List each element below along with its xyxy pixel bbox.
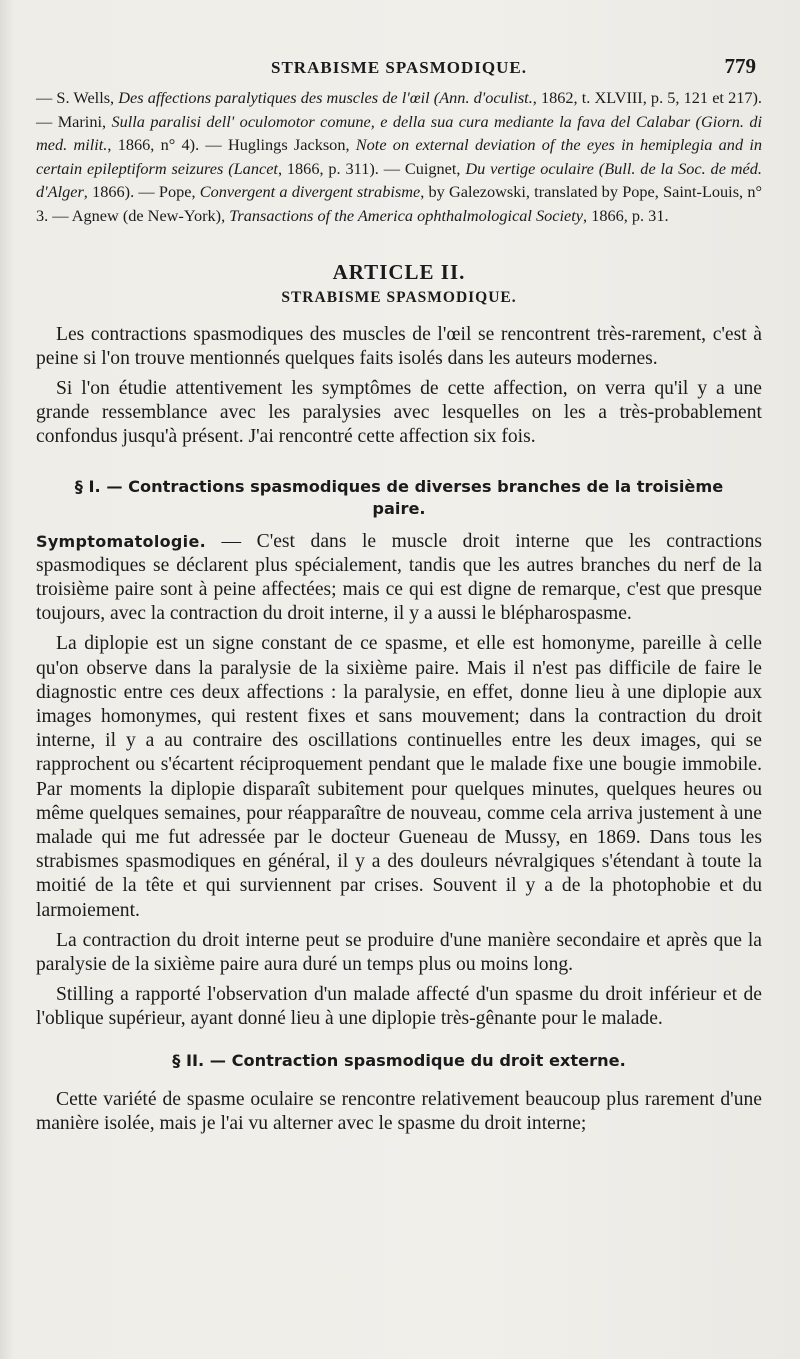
running-title: STRABISME SPASMODIQUE.	[271, 58, 527, 77]
page-header	[36, 52, 762, 86]
run-in-heading: Symptomatologie.	[36, 531, 206, 551]
section-heading: § I. — Contractions spasmodiques de diverses branches de la troisième paire.	[74, 476, 724, 518]
bib-entry: Cuignet, Du vertige oculaire (Bull. de la Soc. de méd. d'Alger, 1866). —	[36, 158, 762, 202]
section-paragraph: Symptomatologie. — C'est dans le muscle droit interne que les contractions spasmodiques se déclarent plus spécialement, tandis que les autres branches du nerf de la troisième paire sont à peine affectées; mais ce qui est digne de remarque, c'est que presque toujours, avec la contraction du droit interne, il y a aussi le blépharospasme.	[36, 530, 762, 625]
section-paragraph: Cette variété de spasme oculaire se rencontre relativement beaucoup plus rarement d'une manière isolée, mais je l'ai vu alterner avec le spasme du droit interne;	[36, 1088, 762, 1134]
bib-entry: — S. Wells, Des affections paralytiques des muscles de l'œil (Ann. d'oculist., 1862, t. XLVIII, p. 5, 121 et 217). —	[36, 88, 762, 131]
article-heading: ARTICLE II.	[332, 259, 466, 284]
bib-entry: Marini, Sulla paralisi dell' oculomotor comune, e della sua cura mediante la fava del Calabar (Giorn. di med. milit., 1866, n° 4). —	[36, 111, 763, 155]
bib-entry: Pope, Convergent a divergent strabisme, by Galezowski, translated by Pope, Saint-Louis, n° 3. —	[36, 182, 762, 225]
intro-paragraph: Les contractions spasmodiques des muscles de l'œil se rencontrent très-rarement, c'est à peine si l'on trouve mentionnés quelques faits isolés dans les auteurs modernes.	[36, 323, 762, 369]
section-paragraph: Stilling a rapporté l'observation d'un malade affecté d'un spasme du droit inférieur et de l'oblique supérieur, ayant donné lieu à une diplopie très-gênante pour le malade.	[36, 984, 762, 1030]
intro-paragraph: Si l'on étudie attentivement les symptômes de cette affection, on verra qu'il y a une grande ressemblance avec les paralysies avec lesquelles on les a très-probablement confondus jusqu'à présent. J'ai rencontré cette affection six fois.	[36, 377, 762, 448]
section-paragraph: La diplopie est un signe constant de ce spasme, et elle est homonyme, pareille à celle qu'on observe dans la paralysie de la sixième paire. Mais il n'est pas difficile de faire le diagnostic entre ces deux affections : la paralysie, en effet, donne lieu à une diplopie aux images homonymes, qui restent fixes et sans mouvement; dans la contraction du droit interne, il y a au contraire des oscillations continuelles entre les deux images, qui se rapprochent ou s'écartent réciproquement pendant que le malade fixe une bougie immobile. Par moments la diplopie disparaît subitement pour quelques minutes, quelques heures ou même quelques semaines, pour réapparaître de nouveau, comme cela arriva justement à une malade qui me fut adressée par le docteur Gueneau de Mussy, en 1869. Dans tous les strabismes spasmodiques en général, il y a des douleurs névralgiques s'étendant à toute la moitié de la tête et qui surviennent par crises. Souvent il y a de la photophobie et du larmoiement.	[36, 633, 762, 921]
section-heading: § II. — Contraction spasmodique du droit externe.	[172, 1050, 626, 1070]
page-number: 779	[724, 54, 756, 78]
bib-entry: Agnew (de New-York), Transactions of the America ophthalmological Society, 1866, p. 31.	[71, 205, 669, 225]
bibliography-block	[36, 86, 762, 228]
bib-entry: Huglings Jackson, Note on external deviation of the eyes in hemiplegia and in certain epileptiform seizures (Lancet, 1866, p. 311). —	[36, 135, 763, 178]
article-subtitle: STRABISME SPASMODIQUE.	[281, 288, 517, 306]
section-paragraph: La contraction du droit interne peut se produire d'une manière secondaire et après que la paralysie de la sixième paire aura duré un temps plus ou moins long.	[36, 929, 762, 976]
